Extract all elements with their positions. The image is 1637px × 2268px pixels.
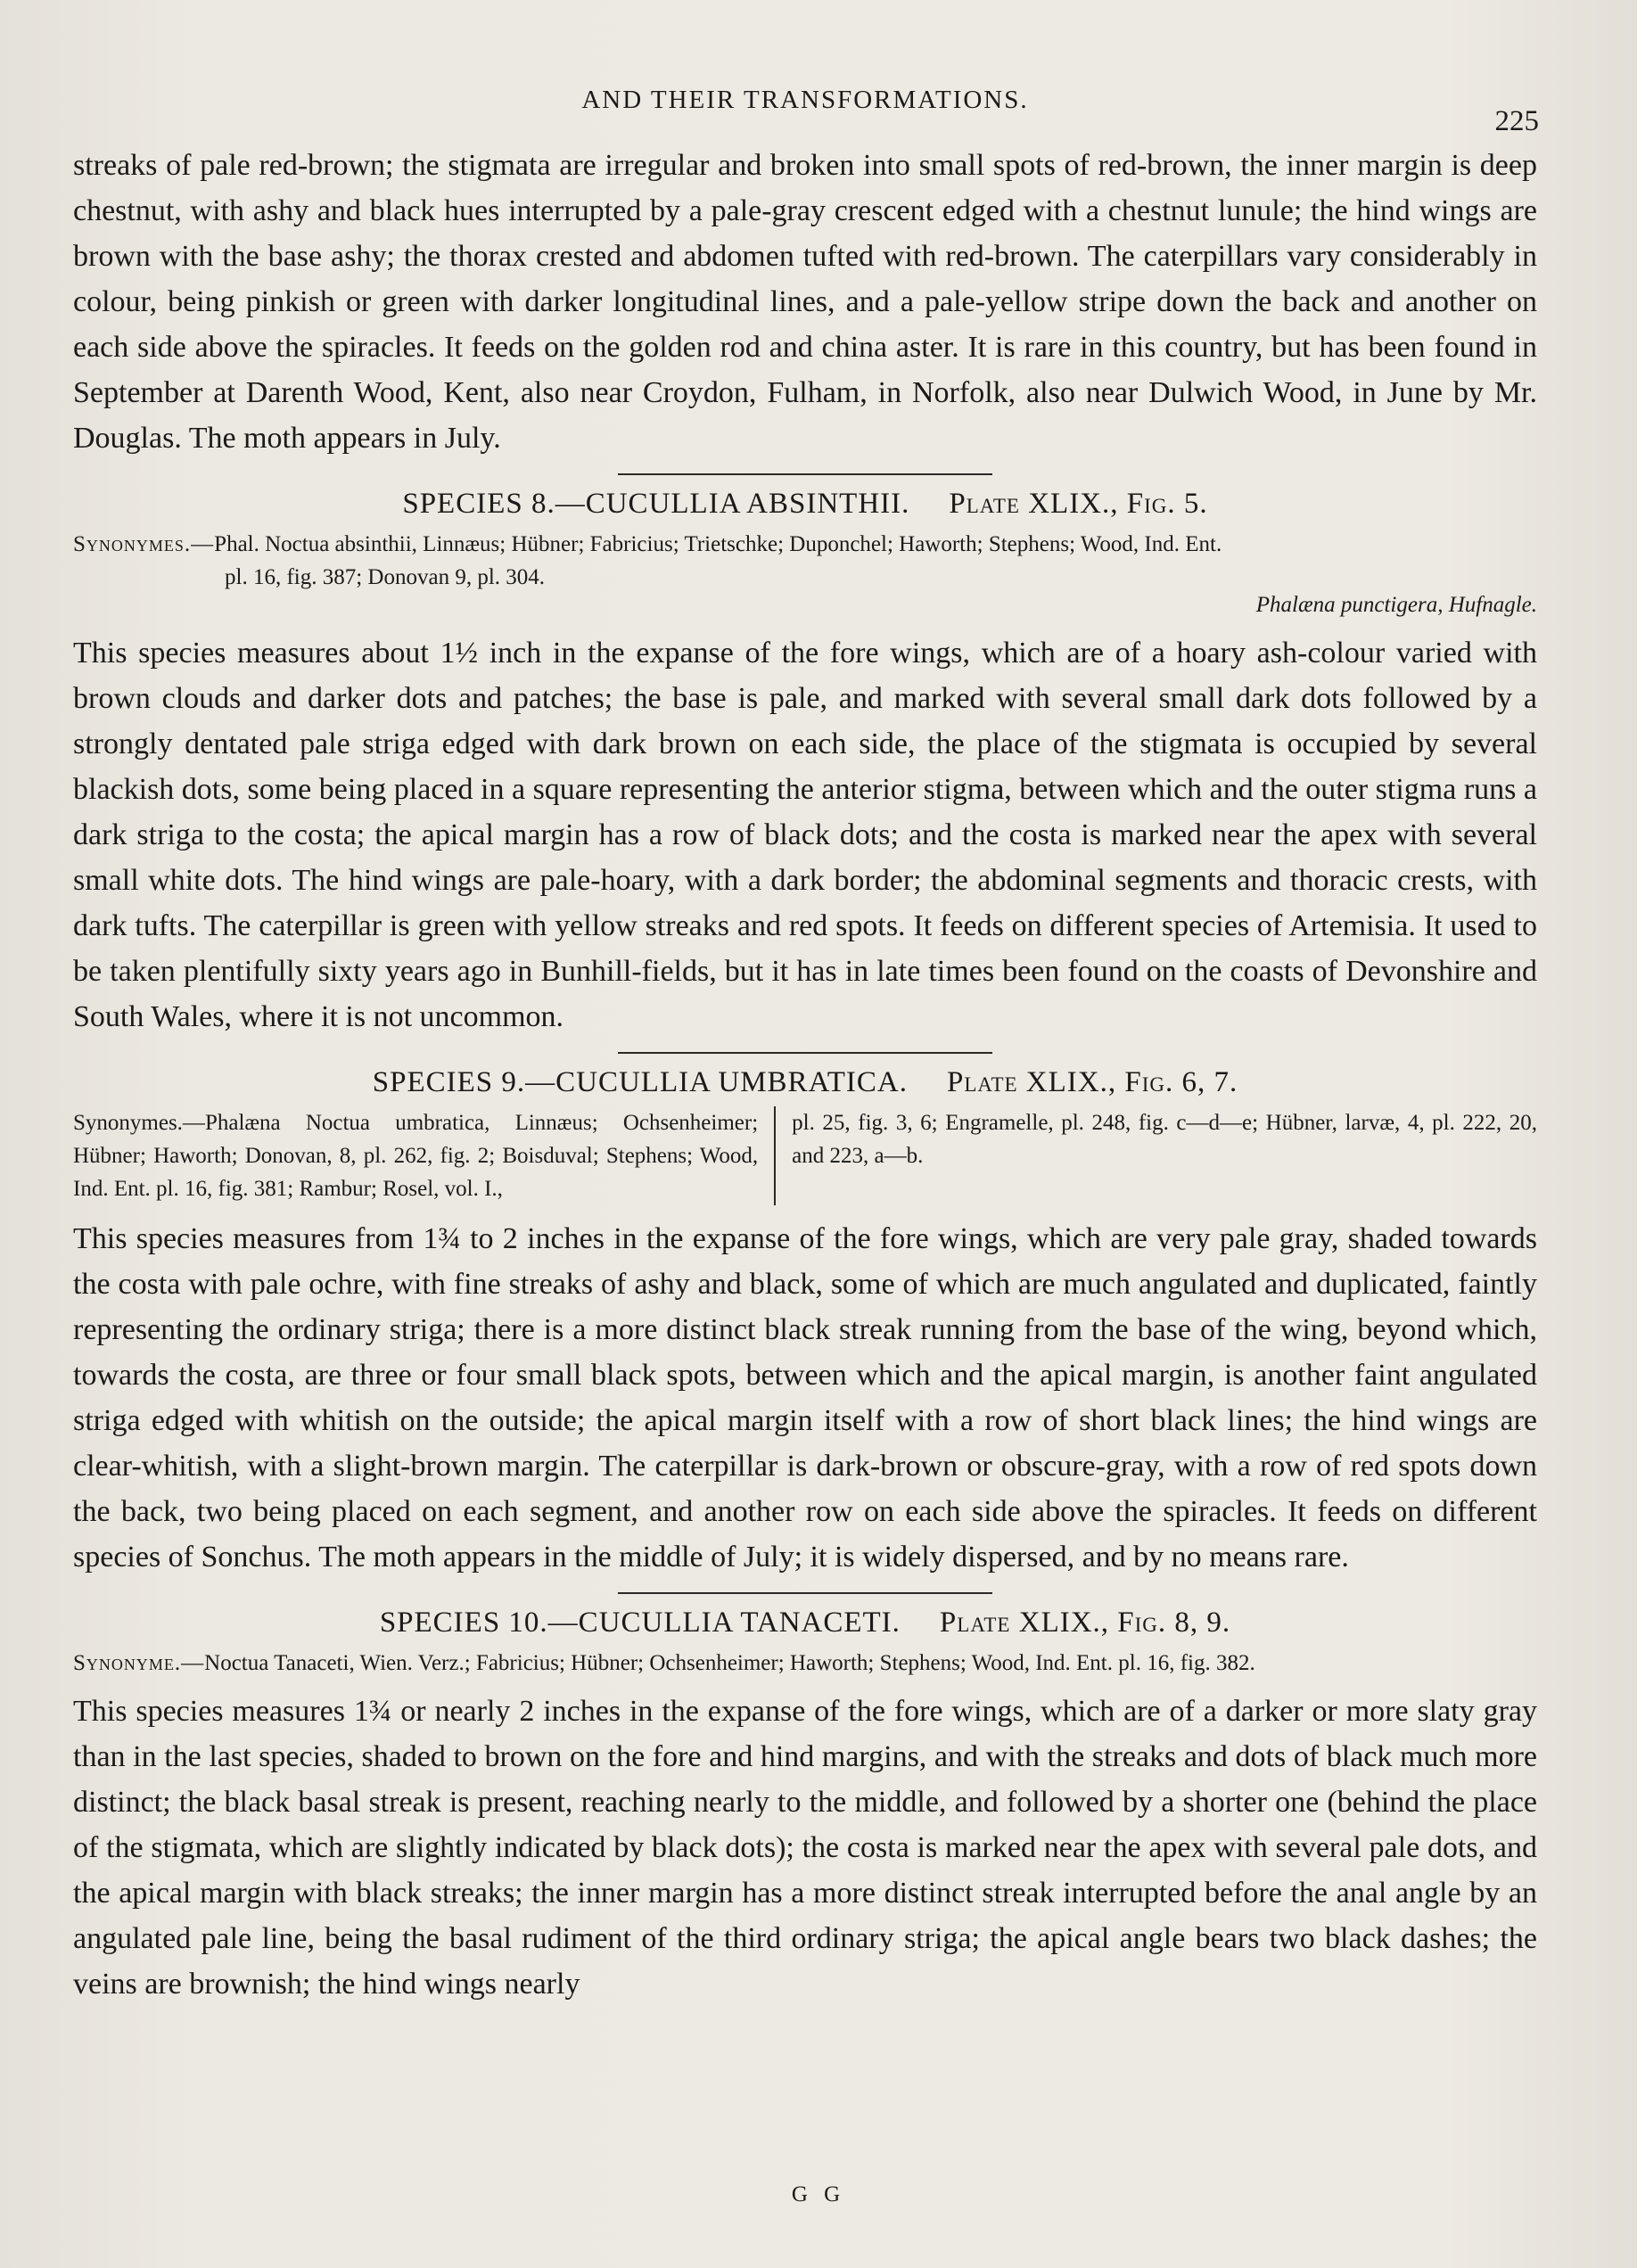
species-9-section bbox=[73, 1066, 1537, 1580]
synonyms-label: Synonymes.— bbox=[73, 1111, 205, 1135]
continuation-paragraph: streaks of pale red-brown; the stigmata are irregular and broken into small spots of red-brown, the inner margin is deep chestnut, with ashy and black hues interrupted by a pale-gray crescent edged with a chestnut lunule; the hind wings are brown with the base ashy; the thorax crested and abdomen tufted with red-brown. The caterpillars vary considerably in colour, being pinkish or green with darker longitudinal lines, and a pale-yellow stripe down the back and another on each side above the spiracles. It feeds on the golden rod and china aster. It is rare in this country, but has been found in September at Darenth Wood, Kent, also near Croydon, Fulham, in Norfolk, also near Dulwich Wood, in June by Mr. Douglas. The moth appears in July. bbox=[73, 149, 1537, 455]
synonyms-text: Phal. Noctua absinthii, Linnæus; Hübner; Fabricius; Trietschke; Duponchel; Haworth; Stephens; Wood, Ind. Ent. bbox=[214, 532, 1222, 556]
section-divider bbox=[618, 473, 992, 475]
section-divider bbox=[618, 1592, 992, 1594]
synonyms-text-continued: pl. 16, fig. 387; Donovan 9, pl. 304. bbox=[225, 565, 546, 589]
species-title: SPECIES 8.—CUCULLIA ABSINTHII. bbox=[402, 488, 910, 520]
synonyms-alt-name: Phalæna punctigera, Hufnagle. bbox=[1255, 593, 1537, 617]
running-title: AND THEIR TRANSFORMATIONS. bbox=[581, 86, 1029, 114]
synonyms-label: Synonymes.— bbox=[73, 532, 215, 556]
section-divider bbox=[618, 1052, 992, 1054]
species-title: SPECIES 9.—CUCULLIA UMBRATICA. bbox=[372, 1066, 908, 1098]
plate-reference: Plate XLIX., Fig. 8, 9. bbox=[939, 1606, 1231, 1639]
synonyms-column-right: pl. 25, fig. 3, 6; Engramelle, pl. 248, fig. c—d—e; Hübner, larvæ, 4, pl. 222, 20, and 223, a—b. bbox=[792, 1111, 1537, 1168]
species-heading bbox=[73, 1066, 1537, 1099]
page-number: 225 bbox=[1494, 105, 1539, 137]
species-10-section bbox=[73, 1606, 1537, 2007]
species-description: This species measures about 1½ inch in the expanse of the fore wings, which are of a hoary ash-colour varied with brown clouds and darker dots and patches; the base is pale, and marked with several small dark dots followed by a strongly dentated pale striga edged with dark brown on each side, the place of the stigmata is occupied by several blackish dots, some being placed in a square representing the anterior stigma, between which and the outer stigma runs a dark striga to the costa; the apical margin has a row of black dots; and the costa is marked near the apex with several small white dots. The hind wings are pale-hoary, with a dark border; the abdominal segments and thoracic crests, with dark tufts. The caterpillar is green with yellow streaks and red spots. It feeds on different species of Artemisia. It used to be taken plentifully sixty years ago in Bunhill-fields, but it has in late times been found on the coasts of Devonshire and South Wales, where it is not uncommon. bbox=[73, 637, 1537, 1033]
synonyms-text: Noctua Tanaceti, Wien. Verz.; Fabricius; Hübner; Ochsenheimer; Haworth; Stephens; Wood, Ind. Ent. pl. 16, fig. 382. bbox=[204, 1651, 1255, 1675]
synonyms-label: Synonyme.— bbox=[73, 1651, 205, 1675]
synonyms-column-left bbox=[73, 1106, 776, 1205]
synonyms-text: Phalæna Noctua umbratica, Linnæus; Ochsenheimer; Hübner; Haworth; Donovan, 8, pl. 262, fig. 2; Boisduval; Stephens; Wood, Ind. Ent. pl. 16, fig. 381; Rambur; Rosel, vol. I., bbox=[73, 1111, 759, 1201]
species-8-section bbox=[73, 488, 1537, 1040]
plate-reference: Plate XLIX., Fig. 5. bbox=[949, 488, 1208, 520]
synonyms-block bbox=[73, 528, 1537, 621]
species-title: SPECIES 10.—CUCULLIA TANACETI. bbox=[379, 1606, 901, 1639]
signature-mark: G G bbox=[791, 2182, 846, 2206]
synonyms-block bbox=[73, 1647, 1537, 1680]
species-heading bbox=[73, 488, 1537, 521]
synonyms-block bbox=[73, 1106, 1537, 1205]
species-description: This species measures 1¾ or nearly 2 inches in the expanse of the fore wings, which are of a darker or more slaty gray than in the last species, shaded to brown on the fore and hind margins, and with the streaks and dots of black much more distinct; the black basal streak is present, reaching nearly to the middle, and followed by a shorter one (behind the place of the stigmata, which are slightly indicated by black dots); the costa is marked near the apex with several pale dots, and the apical margin with black streaks; the inner margin has a more distinct streak interrupted before the anal angle by an angulated pale line, being the basal rudiment of the third ordinary striga; the apical angle bears two black dashes; the veins are brownish; the hind wings nearly bbox=[73, 1695, 1537, 2001]
species-heading bbox=[73, 1606, 1537, 1639]
species-description: This species measures from 1¾ to 2 inches in the expanse of the fore wings, which are very pale gray, shaded towards the costa with pale ochre, with fine streaks of ashy and black, some of which are much angulated and duplicated, faintly representing the ordinary striga; there is a more distinct black streak running from the base of the wing, beyond which, towards the costa, are three or four small black spots, between which and the apical margin, is another faint angulated striga edged with whitish on the outside; the apical margin itself with a row of short black lines; the hind wings are clear-whitish, with a slight-brown margin. The caterpillar is dark-brown or obscure-gray, with a row of red spots down the back, two being placed on each segment, and another row on each side above the spiracles. It feeds on different species of Sonchus. The moth appears in the middle of July; it is widely dispersed, and by no means rare. bbox=[73, 1222, 1537, 1574]
plate-reference: Plate XLIX., Fig. 6, 7. bbox=[946, 1066, 1238, 1098]
